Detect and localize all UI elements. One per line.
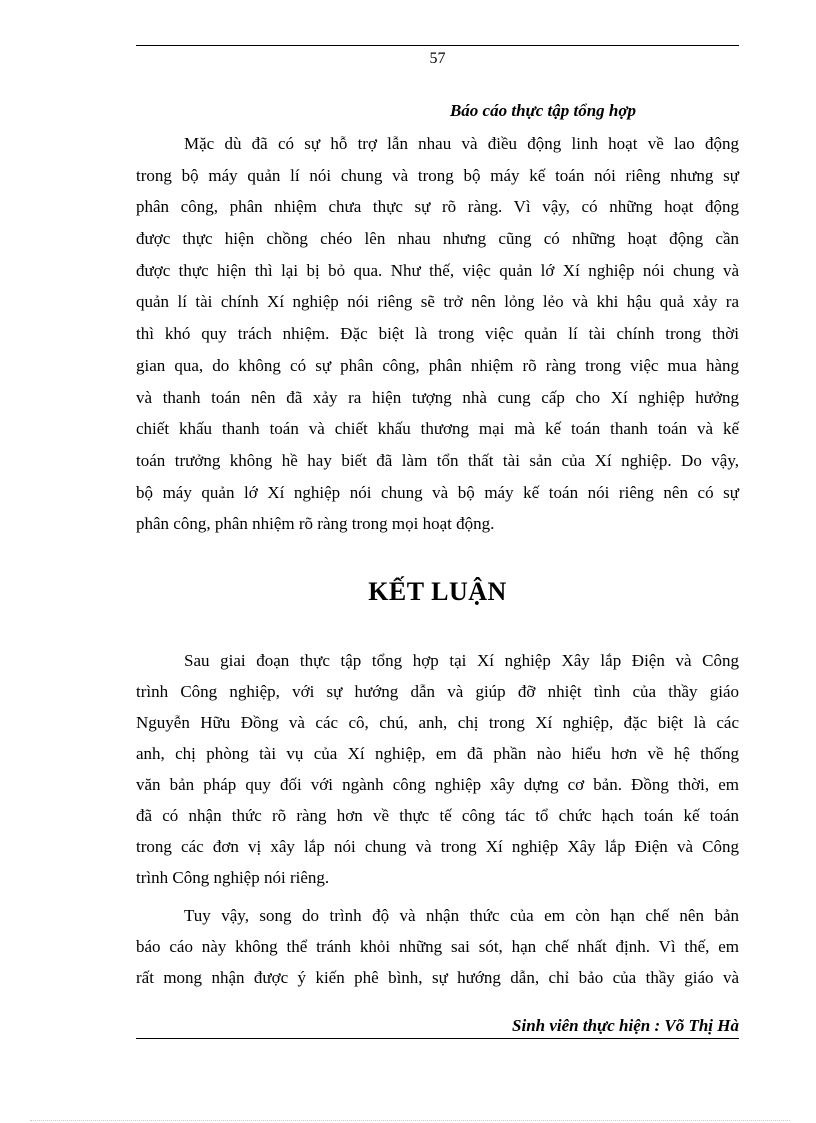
- report-header-title: Báo cáo thực tập tổng hợp: [449, 101, 636, 120]
- paragraph-line: phân công, phân nhiệm rõ ràng trong mọi hoạt động.: [136, 514, 495, 534]
- paragraph-line: Sau giai đoạn thực tập tổng hợp tại Xí nghiệp Xây lắp Điện và Công: [184, 651, 739, 670]
- paragraph-line: bộ máy quản lớ Xí nghiệp nói chung và bộ máy kế toán nói riêng nên có sự: [136, 482, 739, 502]
- paragraph-line: phân công, phân nhiệm chưa thực sự rõ ràng. Vì vậy, có những hoạt động: [136, 197, 739, 217]
- paragraph-line: văn bản pháp quy đối với ngành công nghiệp xây dựng cơ bản. Đồng thời, em: [136, 775, 739, 794]
- paragraph-line: quản lí tài chính Xí nghiệp nói riêng sẽ trở nên lỏng lẻo và khi hậu quả xảy ra: [136, 292, 739, 312]
- header-rule: [136, 45, 739, 46]
- paragraph-conclusion-intro: [136, 645, 739, 893]
- footer-rule: [136, 1038, 739, 1039]
- conclusion-heading: KẾT LUẬN: [368, 577, 507, 606]
- paragraph-line: Mặc dù đã có sự hỗ trợ lẫn nhau và điều động linh hoạt về lao động: [184, 134, 739, 153]
- paragraph-line: báo cáo này không thể tránh khỏi những sai sót, hạn chế nhất định. Vì thế, em: [136, 937, 739, 956]
- paragraph-line: trình Công nghiệp, với sự hướng dẫn và giúp đỡ nhiệt tình của thầy giáo: [136, 682, 739, 701]
- paragraph-line: Tuy vậy, song do trình độ và nhận thức của em còn hạn chế nên bản: [184, 906, 739, 925]
- paragraph-management-issues: [136, 128, 739, 540]
- page-number: 57: [429, 50, 446, 67]
- paragraph-line: chiết khấu thanh toán và chiết khấu thương mại mà kế toán thanh toán và kế: [136, 419, 739, 439]
- paragraph-line: đã có nhận thức rõ ràng hơn về thực tế công tác tổ chức hạch toán kế toán: [136, 806, 739, 825]
- paragraph-line: được thực hiện chồng chéo lên nhau nhưng cũng có những hoạt động cần: [136, 229, 739, 249]
- paragraph-line: thì khó quy trách nhiệm. Đặc biệt là trong việc quản lí tài chính trong thời: [136, 324, 739, 344]
- paragraph-line: rất mong nhận được ý kiến phê bình, sự hướng dẫn, chỉ bảo của thầy giáo và: [136, 968, 739, 987]
- paragraph-line: Nguyễn Hữu Đồng và các cô, chú, anh, chị trong Xí nghiệp, đặc biệt là các: [136, 713, 739, 732]
- paragraph-conclusion-limitations: [136, 900, 739, 993]
- paragraph-line: gian qua, do không có sự phân công, phân nhiệm rõ ràng trong việc mua hàng: [136, 355, 739, 375]
- footer-author: Sinh viên thực hiện : Võ Thị Hà: [512, 1016, 739, 1035]
- page-bottom-edge: [30, 1120, 790, 1121]
- paragraph-line: anh, chị phòng tài vụ của Xí nghiệp, em đã phần nào hiểu hơn về hệ thống: [136, 744, 739, 763]
- paragraph-line: được thực hiện thì lại bị bỏ qua. Như thế, việc quản lớ Xí nghiệp nói chung và: [136, 260, 739, 280]
- paragraph-line: trong bộ máy quản lí nói chung và trong bộ máy kế toán nói riêng nhưng sự: [136, 165, 739, 185]
- paragraph-line: trong các đơn vị xây lắp nói chung và trong Xí nghiệp Xây lắp Điện và Công: [136, 837, 739, 856]
- paragraph-line: và thanh toán nên đã xảy ra hiện tượng nhà cung cấp cho Xí nghiệp hưởng: [136, 387, 739, 407]
- paragraph-line: trình Công nghiệp nói riêng.: [136, 868, 330, 887]
- paragraph-line: toán trưởng không hề hay biết đã làm tổn thất tài sản của Xí nghiệp. Do vậy,: [136, 450, 739, 470]
